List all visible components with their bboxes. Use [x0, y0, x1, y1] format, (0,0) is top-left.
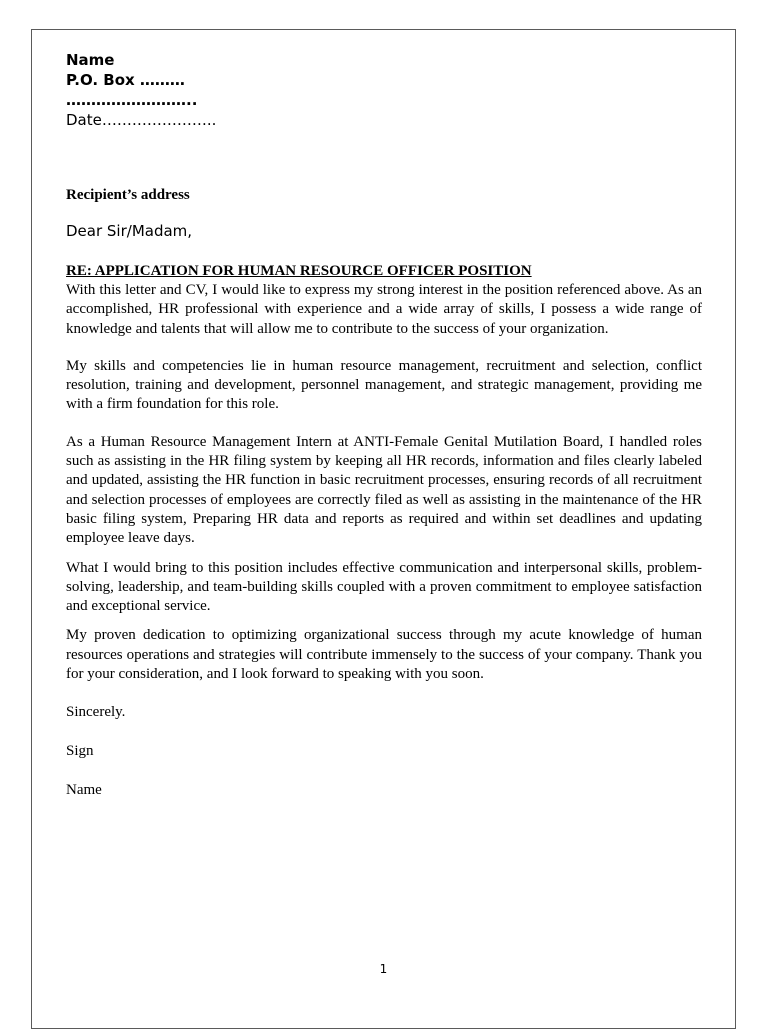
paragraph-skills: My skills and competencies lie in human resource management, recruitment and selection, conflict resolution, training and development, personnel management, and strategic management, providing me with a firm foundation for this role. — [66, 357, 702, 413]
paragraph-experience: As a Human Resource Management Intern at ANTI-Female Genital Mutilation Board, I handled roles such as assisting in the HR filing system by keeping all HR records, information and files clearly labeled and updated, assisting the HR function in basic recruitment processes, ensuring records of all recruitment and selection processes of employees are correctly filed as well as assisting in the maintenance of the HR basic filing system, Preparing HR data and reports as required and within set deadlines and updating employee leave days. — [66, 433, 702, 547]
page-number: 1 — [379, 962, 388, 976]
sign-off: Sincerely. — [66, 704, 126, 721]
sender-po-box: P.O. Box ……… — [66, 71, 185, 89]
sender-po-box-continued: …………………….. — [66, 91, 198, 109]
sender-name: Name — [66, 51, 115, 69]
recipient-address: Recipient’s address — [66, 187, 190, 203]
subject-line: RE: APPLICATION FOR HUMAN RESOURCE OFFICER POSITION — [66, 263, 532, 279]
salutation: Dear Sir/Madam, — [66, 222, 193, 240]
sender-date: Date………………….. — [66, 111, 217, 129]
paragraph-intro: With this letter and CV, I would like to express my strong interest in the position referenced above. As an accomplished, HR professional with experience and a wide array of skills, I possess a wide range of knowledge and talents that will allow me to contribute to the success of your organization. — [66, 282, 702, 337]
document-page — [31, 29, 736, 1029]
paragraph-closing: My proven dedication to optimizing organizational success through my acute knowledge of human resources operations and strategies will contribute immensely to the success of your company. Thank you for your consideration, and I look forward to speaking with you soon. — [66, 627, 702, 683]
signature: Sign — [66, 743, 94, 760]
letter-body — [66, 50, 702, 800]
signer-name: Name — [66, 782, 102, 799]
paragraph-contribution: What I would bring to this position includes effective communication and interpersonal skills, problem-solving, leadership, and team-building skills coupled with a proven commitment to employee satisfaction and exceptional service. — [66, 559, 702, 615]
